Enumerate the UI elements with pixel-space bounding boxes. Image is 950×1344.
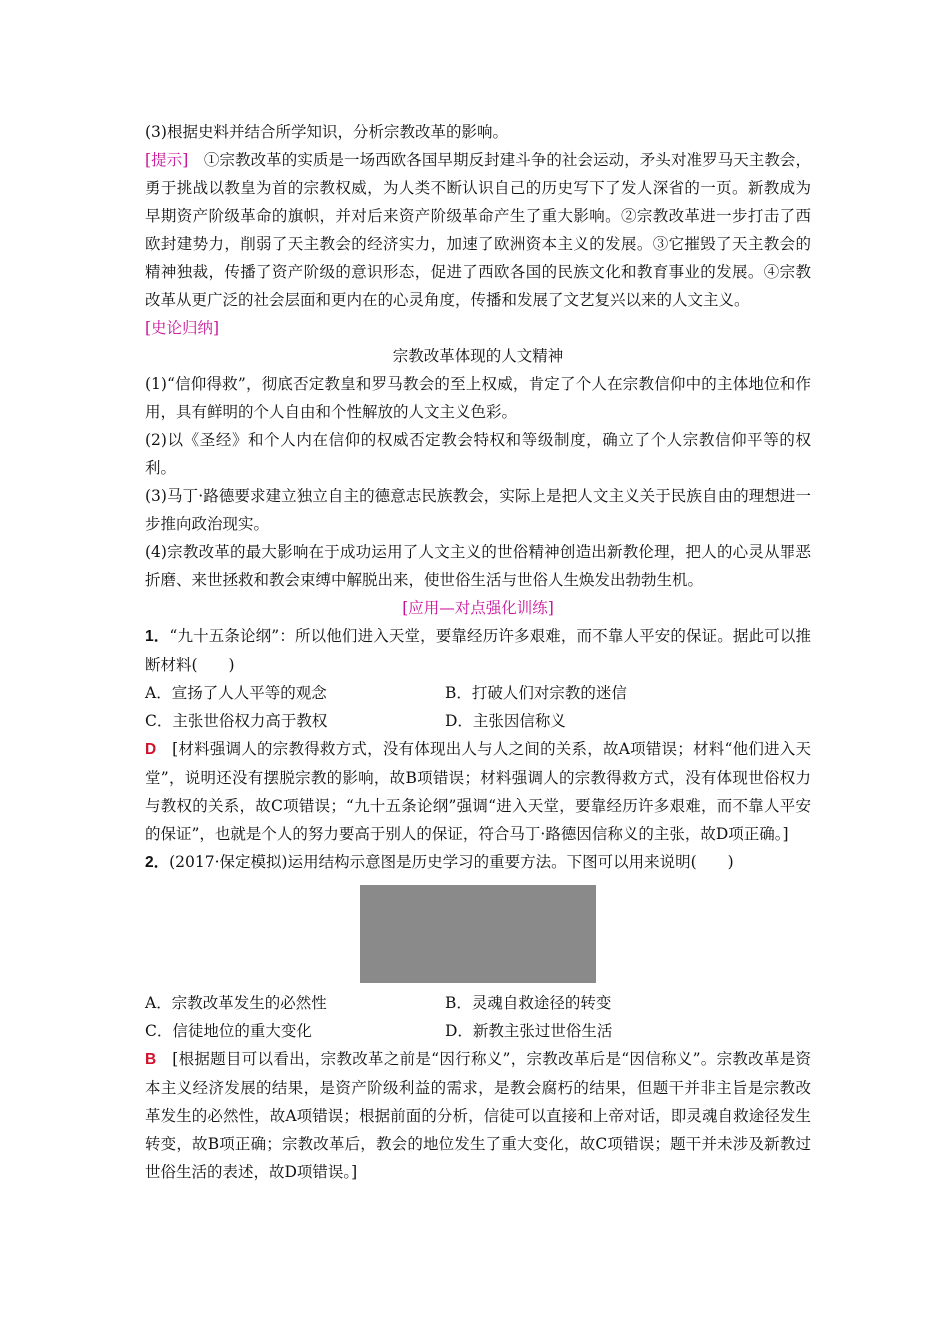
question-2-answer [145, 1045, 811, 1186]
summary-label: [史论归纳] [145, 319, 220, 337]
answer-explanation: [材料强调人的宗教得救方式，没有体现出人与人之间的关系，故A项错误；材料“他们进入天堂”，说明还没有摆脱宗教的影响，故B项错误；材料强调人的宗教得救方式，没有体现世俗权力与教权的关系，故C项错误；“九十五条论纲”强调“进入天堂，要靠经历许多艰难，而不靠人平安的保证”，也就是个人的努力要高于别人的保证，符合马丁·路德因信称义的主张，故D项正确。] [145, 740, 811, 843]
question-2-number: 2． [145, 854, 170, 871]
option-c: C．信徒地位的重大变化 [145, 1022, 312, 1040]
answer-explanation: [根据题目可以看出，宗教改革之前是“因行称义”，宗教改革后是“因信称义”。宗教改革是资本主义经济发展的结果，是资产阶级利益的需求，是教会腐朽的结果，但题干并非主旨是宗教改革发生的必然性，故A项错误；根据前面的分析，信徒可以直接和上帝对话，即灵魂自救途径发生转变，故B项正确；宗教改革后，教会的地位发生了重大变化，故C项错误；题干并未涉及新教过世俗生活的表述，故D项错误。] [145, 1050, 811, 1181]
question-1-options-row-1 [145, 679, 811, 707]
hint-paragraph [145, 146, 811, 314]
summary-item-4: (4)宗教改革的最大影响在于成功运用了人文主义的世俗精神创造出新教伦理，把人的心灵从罪恶折磨、来世拯救和教会束缚中解脱出来，使世俗生活与世俗人生焕发出勃勃生机。 [145, 543, 811, 589]
answer-letter: D [145, 741, 157, 758]
summary-item-2: (2)以《圣经》和个人内在信仰的权威否定教会特权和等级制度，确立了个人宗教信仰平等的权利。 [145, 431, 811, 477]
question-1-answer [145, 735, 811, 848]
question-2-stem [145, 848, 811, 877]
option-d: D．主张因信称义 [445, 712, 566, 730]
hint-label: [提示] [145, 151, 189, 169]
hint-text: ①宗教改革的实质是一场西欧各国早期反封建斗争的社会运动，矛头对准罗马天主教会，勇于挑战以教皇为首的宗教权威，为人类不断认识自己的历史写下了发人深省的一页。新教成为早期资产阶级革命的旗帜，并对后来资产阶级革命产生了重大影响。②宗教改革进一步打击了西欧封建势力，削弱了天主教会的经济实力，加速了欧洲资本主义的发展。③它摧毁了天主教会的精神独裁，传播了资产阶级的意识形态，促进了西欧各国的民族文化和教育事业的发展。④宗教改革从更广泛的社会层面和更内在的心灵角度，传播和发展了文艺复兴以来的人文主义。 [145, 151, 811, 309]
summary-item-3: (3)马丁·路德要求建立独立自主的德意志民族教会，实际上是把人文主义关于民族自由的理想进一步推向政治现实。 [145, 487, 811, 533]
question-1-stem [145, 622, 811, 679]
option-b: B．灵魂自救途径的转变 [445, 994, 612, 1012]
question-2-options-row-1 [145, 989, 811, 1017]
question-1-text: “九十五条论纲”：所以他们进入天堂，要靠经历许多艰难，而不靠人平安的保证。据此可以推断材料( ) [145, 627, 811, 674]
question-2-text: (2017·保定模拟)运用结构示意图是历史学习的重要方法。下图可以用来说明( ) [169, 853, 734, 871]
structure-diagram-image [360, 885, 596, 983]
option-b: B．打破人们对宗教的迷信 [445, 684, 627, 702]
option-a: A．宗教改革发生的必然性 [145, 994, 327, 1012]
document-body [145, 118, 811, 1186]
question-2-options-row-2 [145, 1017, 811, 1045]
summary-title: 宗教改革体现的人文精神 [392, 347, 564, 365]
option-d: D．新教主张过世俗生活 [445, 1022, 613, 1040]
option-a: A．宣扬了人人平等的观念 [145, 684, 327, 702]
question-3: (3)根据史料并结合所学知识，分析宗教改革的影响。 [145, 123, 508, 141]
answer-letter: B [145, 1051, 157, 1068]
question-1-options-row-2 [145, 707, 811, 735]
option-c: C．主张世俗权力高于教权 [145, 712, 328, 730]
practice-label: [应用—对点强化训练] [402, 599, 554, 617]
summary-item-1: (1)“信仰得救”，彻底否定教皇和罗马教会的至上权威，肯定了个人在宗教信仰中的主体地位和作用，具有鲜明的个人自由和个性解放的人文主义色彩。 [145, 375, 811, 421]
question-1-number: 1． [145, 628, 170, 645]
